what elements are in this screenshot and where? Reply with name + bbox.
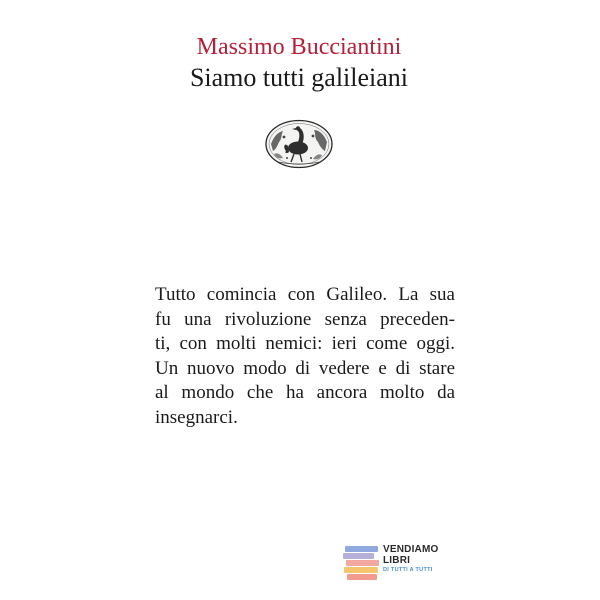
ostrich-emblem-icon (264, 118, 334, 170)
badge-text (383, 544, 439, 575)
badge-line-2: LIBRI (383, 555, 411, 566)
book-title: Siamo tutti galileiani (189, 63, 409, 92)
blurb-line: al mondo che ha ancora molto da (155, 382, 455, 404)
badge-line-3: DI TUTTI A TUTTI (383, 567, 433, 573)
author-name: Massimo Bucciantini (196, 34, 402, 60)
blurb-line: fu una rivoluzione senza preceden- (155, 308, 455, 330)
back-cover-blurb (155, 283, 455, 431)
blurb-line: Un nuovo modo di vedere e di stare (155, 357, 455, 379)
book-cover (137, 0, 461, 600)
book-stack-icon (343, 544, 379, 580)
blurb-line: insegnarci. (155, 406, 238, 428)
blurb-line: ti, con molti nemici: ieri come oggi. (155, 333, 455, 355)
blurb-line: Tutto comincia con Galileo. La sua (155, 284, 455, 305)
badge-line-1: VENDIAMO (383, 544, 439, 555)
vendiamo-libri-badge (343, 541, 443, 581)
